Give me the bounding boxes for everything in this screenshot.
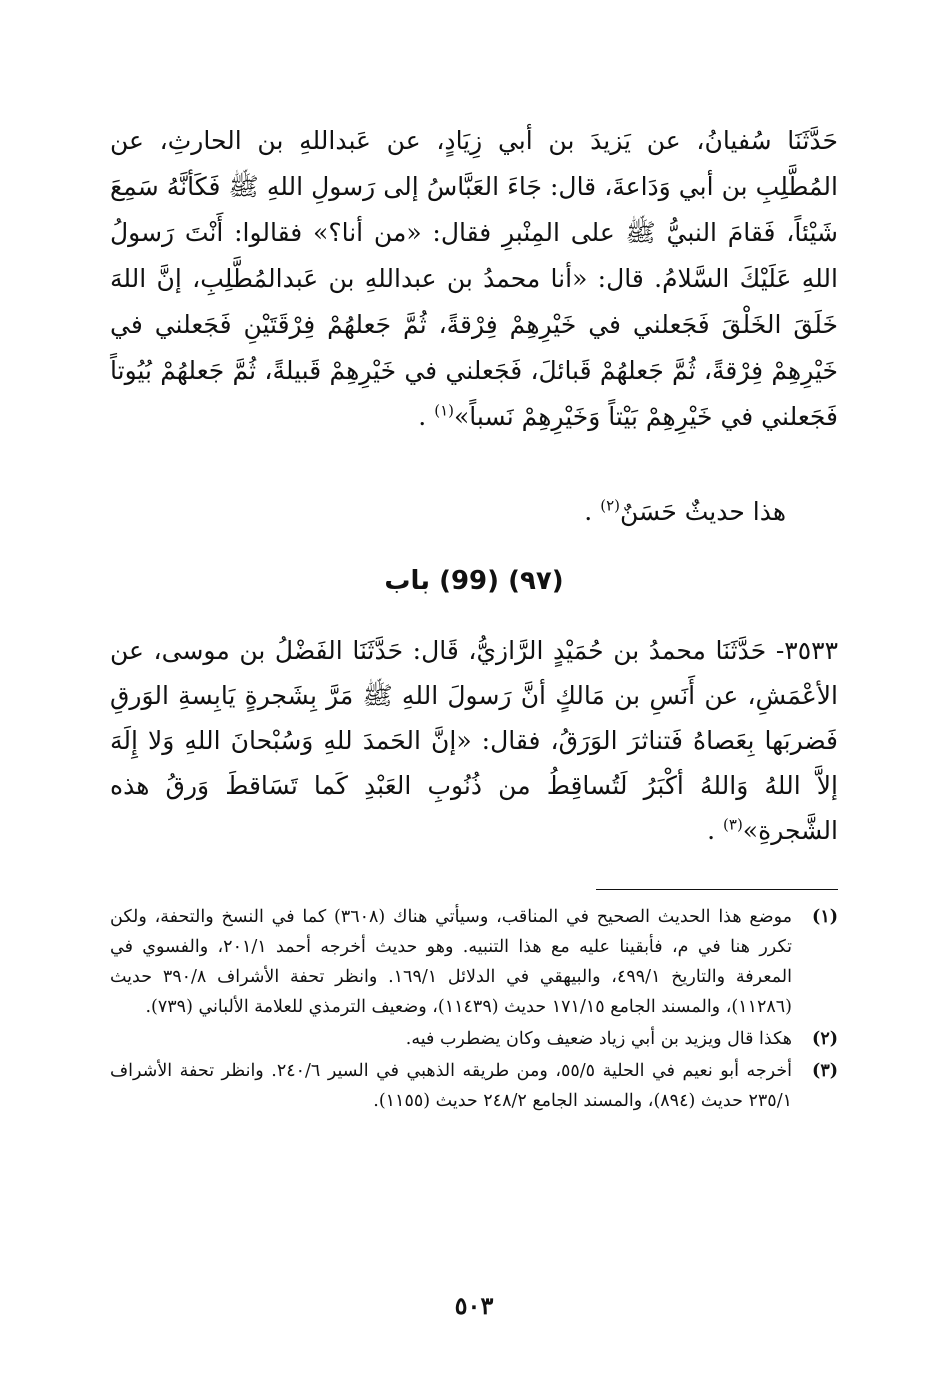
footnote-ref-2[interactable]: (٢) xyxy=(600,496,620,515)
hadith-3533 xyxy=(110,628,838,853)
hadith-body: حَدَّثَنَا محمدُ بن حُمَيْدٍ الرَّازيُّ، قَال: حَدَّثَنَا الفَضْلُ بن موسى، عن الأعْمَشِ، عن أَنَسِ بن مَالكٍ أنَّ رَسولَ اللهِ ﷺ مَرَّ بِشَجرةٍ يَابِسةِ الوَرقِ فَضربَها بِعَصاهُ فَتناثرَ الوَرَقُ، فقال: «إنَّ الحَمدَ للهِ وَسُبْحانَ اللهِ وَلا إِلَهَ إلاَّ اللهُ وَاللهُ أكْبَرُ لَتُساقِطُ من ذُنُوبِ العَبْدِ كَما تَسَاقطَ وَرقُ هذه الشَّجرةِ» xyxy=(110,636,838,845)
hadith-continuation-body: حَدَّثَنَا سُفيانُ، عن يَزيدَ بن أبي زِيَادٍ، عن عَبداللهِ بن الحارثِ، عن المُطَّلِبِ بن أبي وَدَاعةَ، قال: جَاءَ العَبَّاسُ إلى رَسولِ اللهِ ﷺ فَكَأنَّهُ سَمِعَ شَيْئاً، فَقامَ النبيُّ ﷺ على المِنْبرِ فقال: «من أنا؟» فقالوا: أَنْتَ رَسولُ اللهِ عَلَيْكَ السَّلامُ. قال: «أنا محمدُ بن عبداللهِ بن عَبدالمُطَّلِبِ، إنَّ اللهَ خَلَقَ الخَلْقَ فَجَعلني في خَيْرِهِمْ فِرْقةً، ثُمَّ جَعلهُمْ فِرْقَتَيْنِ فَجَعلني في خَيْرِهِمْ فِرْقةً، ثُمَّ جَعلهُمْ قَبائلَ، فَجَعلني في خَيْرِهِمْ قَبيلةً، ثُمَّ جَعلهُمْ بُيُوتاً فَجَعلني في خَيْرِهِمْ بَيْتاً وَخَيْرِهِمْ نَسباً» xyxy=(110,126,838,431)
footnote-3 xyxy=(110,1056,838,1116)
hadith-continuation-paragraph xyxy=(110,118,838,440)
footnote-text: موضع هذا الحديث الصحيح في المناقب، وسيأتي هناك (٣٦٠٨) كما في النسخ والتحفة، ولكن تكرر هنا في م، فأبقينا عليه مع هذا التنبيه. وهو حديث أخرجه أحمد ٢٠١/١، والفسوي في المعرفة والتاريخ ٤٩٩/١، والبيهقي في الدلائل ١٦٩/١. وانظر تحفة الأشراف ٣٩٠/٨ حديث (١١٢٨٦)، والمسند الجامع ١٧١/١٥ حديث (١١٤٣٩)، وضعيف الترمذي للعلامة الألباني (٧٣٩). xyxy=(110,907,793,1017)
footnote-1 xyxy=(110,902,838,1022)
chapter-heading: (٩٧) (99) باب xyxy=(384,566,564,596)
footnote-2 xyxy=(110,1024,838,1054)
sentence-end: . xyxy=(707,816,724,845)
footnote-divider xyxy=(596,889,838,890)
page-number: ٥٠٣ xyxy=(454,1291,494,1320)
hadith-continuation xyxy=(110,118,838,440)
footnote-ref-1[interactable]: (١) xyxy=(434,401,454,420)
hadith-number: ٣٥٣٣- xyxy=(775,636,838,665)
footnote-number: (١) xyxy=(812,907,838,927)
footnote-number: (٣) xyxy=(812,1061,838,1081)
footnote-ref-3[interactable]: (٣) xyxy=(723,815,743,834)
hadith-grading xyxy=(110,492,786,532)
sentence-end: . xyxy=(584,497,601,526)
footnotes xyxy=(110,902,838,1118)
hadith-paragraph xyxy=(110,628,838,853)
grading-text: هذا حديثٌ حَسَنٌ xyxy=(619,497,786,526)
footnote-text: أخرجه أبو نعيم في الحلية ٥٥/٥، ومن طريقه الذهبي في السير ٢٤٠/٦. وانظر تحفة الأشراف ٢٣٥/١ حديث (٨٩٤)، والمسند الجامع ٢٤٨/٢ حديث (١١٥٥). xyxy=(110,1061,793,1111)
footnote-number: (٢) xyxy=(812,1029,838,1049)
sentence-end: . xyxy=(418,402,435,431)
footnote-text: هكذا قال ويزيد بن أبي زياد ضعيف وكان يضطرب فيه. xyxy=(405,1029,792,1049)
